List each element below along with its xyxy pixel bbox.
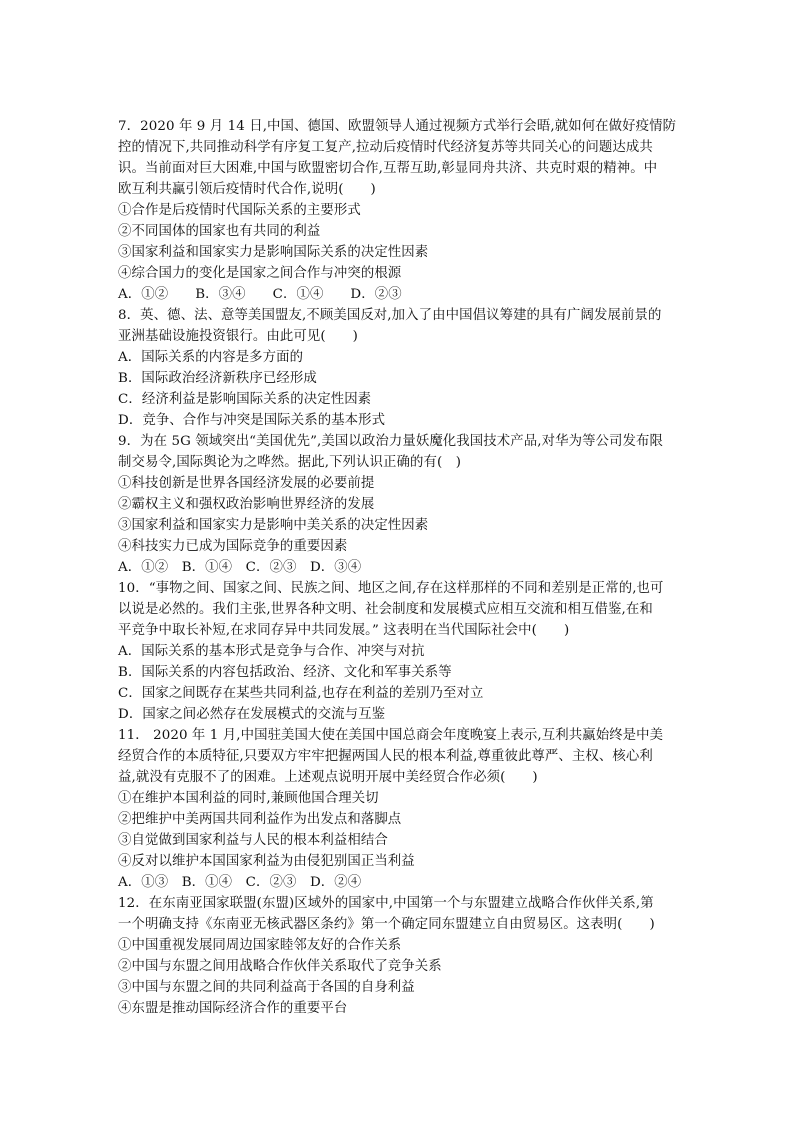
option-line: ②把维护中美两国共同利益作为出发点和落脚点: [118, 812, 402, 827]
question-9: [118, 431, 678, 578]
question-stem: [118, 893, 678, 935]
option-line: ③中国与东盟之间的共同利益高于各国的自身利益: [118, 980, 415, 995]
option-line: A．国际关系的内容是多方面的: [118, 350, 304, 365]
option-line: ①中国重视发展同周边国家睦邻友好的合作关系: [118, 938, 402, 953]
option-line: D．竞争、合作与冲突是国际关系的基本形式: [118, 413, 386, 428]
question-stem: [118, 578, 678, 641]
stem-line: 7．2020 年 9 月 14 日,中国、德国、欧盟领导人通过视频方式举行会晤,就如何在做好疫情防: [118, 119, 677, 134]
stem-line: 益,就没有克服不了的困难。上述观点说明开展中美经贸合作必须( ): [118, 770, 538, 785]
stem-line: 亚洲基础设施投资银行。由此可见( ): [118, 329, 358, 344]
option-line: ①在维护本国利益的同时,兼顾他国合理关切: [118, 791, 379, 806]
option-line: A．国际关系的基本形式是竞争与合作、冲突与对抗: [118, 644, 425, 659]
option-line: ④反对以维护本国国家利益为由侵犯别国正当利益: [118, 854, 415, 869]
option-line: D．国家之间必然存在发展模式的交流与互鉴: [118, 707, 386, 722]
option-line: ③国家利益和国家实力是影响中美关系的决定性因素: [118, 518, 429, 533]
stem-line: 制交易令,国际舆论为之哗然。据此,下列认识正确的有( ): [118, 455, 462, 470]
question-7: [118, 116, 678, 305]
option-line: ③自觉做到国家利益与人民的根本利益相结合: [118, 833, 388, 848]
question-stem: [118, 725, 678, 788]
option-line: ②不同国体的国家也有共同的利益: [118, 224, 321, 239]
stem-line: 经贸合作的本质特征,只要双方牢牢把握两国人民的根本利益,尊重彼此尊严、主权、核心利: [118, 749, 653, 764]
stem-line: 8．英、德、法、意等美国盟友,不顾美国反对,加入了由中国倡议筹建的具有广阔发展前景的: [118, 308, 662, 323]
stem-line: 11． 2020 年 1 月,中国驻美国大使在美国中国总商会年度晚宴上表示,互利共赢始终是中美: [118, 728, 664, 743]
stem-line: 一个明确支持《东南亚无核武器区条约》第一个确定同东盟建立自由贸易区。这表明( ): [118, 917, 655, 932]
stem-line: 9．为在 5G 领域突出“美国优先”,美国以政治力量妖魔化我国技术产品,对华为等公司发布限: [118, 434, 664, 449]
option-line: ②霸权主义和强权政治影响世界经济的发展: [118, 497, 375, 512]
stem-line: 控的情况下,共同推动科学有序复工复产,拉动后疫情时代经济复苏等共同关心的问题达成共: [118, 140, 653, 155]
question-12: [118, 893, 678, 1019]
option-line: C．经济利益是影响国际关系的决定性因素: [118, 392, 372, 407]
stem-line: 12．在东南亚国家联盟(东盟)区域外的国家中,中国第一个与东盟建立战略合作伙伴关系,第: [118, 896, 654, 911]
question-8: [118, 305, 678, 431]
stem-line: 以说是必然的。我们主张,世界各种文明、社会制度和发展模式应相互交流和相互借鉴,在和: [118, 602, 653, 617]
question-stem: [118, 305, 678, 347]
option-line: ②中国与东盟之间用战略合作伙伴关系取代了竞争关系: [118, 959, 442, 974]
option-line: ③国家利益和国家实力是影响国际关系的决定性因素: [118, 245, 429, 260]
question-10: [118, 578, 678, 725]
option-line: ④东盟是推动国际经济合作的重要平台: [118, 1001, 348, 1016]
option-line: B．国际政治经济新秩序已经形成: [118, 371, 317, 386]
question-11: [118, 725, 678, 893]
answer-choices: A．①② B．①④ C．②③ D．③④: [118, 560, 362, 575]
option-line: ①科技创新是世界各国经济发展的必要前提: [118, 476, 375, 491]
stem-line: 10．“事物之间、国家之间、民族之间、地区之间,存在这样那样的不同和差别是正常的,也可: [118, 581, 664, 596]
option-line: ④综合国力的变化是国家之间合作与冲突的根源: [118, 266, 402, 281]
answer-choices: A．①② B．③④ C．①④ D．②③: [118, 287, 402, 302]
option-line: ①合作是后疫情时代国际关系的主要形式: [118, 203, 361, 218]
question-stem: [118, 431, 678, 473]
question-list: [118, 116, 678, 1019]
stem-line: 欧互利共赢引领后疫情时代合作,说明( ): [118, 182, 376, 197]
question-stem: [118, 116, 678, 200]
answer-choices: A．①③ B．①④ C．②③ D．②④: [118, 875, 362, 890]
option-line: B．国际关系的内容包括政治、经济、文化和军事关系等: [118, 665, 452, 680]
option-line: C．国家之间既存在某些共同利益,也存在利益的差别乃至对立: [118, 686, 484, 701]
stem-line: 识。当前面对巨大困难,中国与欧盟密切合作,互帮互助,彰显同舟共济、共克时艰的精神。中: [118, 161, 658, 176]
option-line: ④科技实力已成为国际竞争的重要因素: [118, 539, 348, 554]
stem-line: 平竞争中取长补短,在求同存异中共同发展。” 这表明在当代国际社会中( ): [118, 623, 570, 638]
